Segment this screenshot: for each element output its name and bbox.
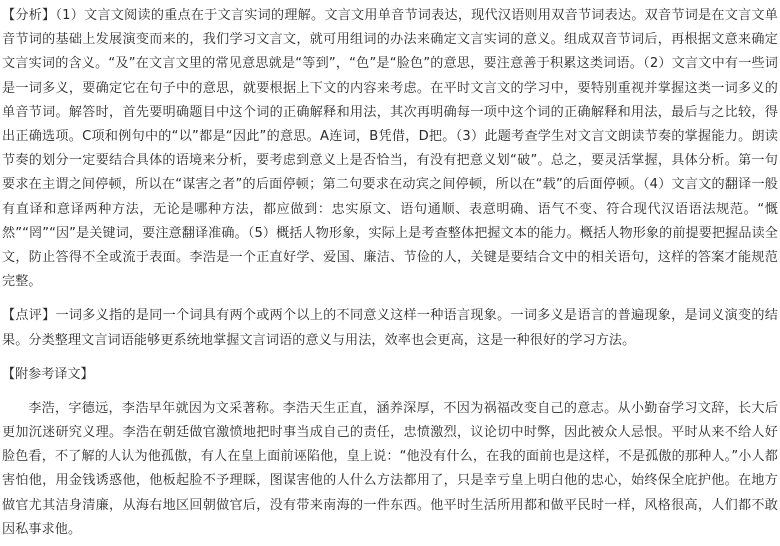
document-body — [2, 4, 778, 542]
comment-label: 【点评】 — [2, 308, 56, 324]
analysis-paragraph — [2, 4, 778, 294]
translation-title: 【附参考译文】 — [2, 366, 94, 382]
analysis-label: 【分析】 — [2, 8, 56, 23]
spacer — [2, 353, 778, 363]
comment-paragraph — [2, 304, 778, 352]
analysis-text: （1）文言文阅读的重点在于文言实词的理解。文言文用单音节词表达，现代汉语则用双音节词表达。双音节词是在文言文单音节词的基础上发展演变而来的，我们学习文言文，就可用组词的办法来确定文言实词的意义。组成双音节词后，再根据文意来确定文言实词的含义。“及”在文言文里的常见意思就是“等到”，“色”是“脸色”的意思，要注意善于积累这类词语。（2）文言文中有一些词是一词多义，要确定它在句子中的意思，就要根据上下文的内容来考虑。在平时文言文的学习中，要特别重视并掌握这类一词多义的单音节词。解答时，首先要明确题目中这个词的正确解释和用法，其次再明确每一项中这个词的正确解释和用法，最后与之比较，得出正确选项。C项和例句中的“以”都是“因此”的意思。A连词，B凭借，D把。（3）此题考查学生对文言文朗读节奏的掌握能力。朗读节奏的划分一定要结合具体的语境来分析，要考虑到意义上是否恰当，有没有把意义划“破”。总之，要灵活掌握，具体分析。第一句要求在主谓之间停顿，所以在“谋害之者”的后面停顿；第二句要求在动宾之间停顿，所以在“载”的后面停顿。（4）文言文的翻译一般有直译和意译两种方法，无论是哪种方法，都应做到：忠实原文、语句通顺、表意明确、语气不变、符合现代汉语语法规范。“慨然”“罔”“因”是关键词，要注意翻译准确。（5）概括人物形象，实际上是考查整体把握文本的能力。概括人物形象的前提要把握品读全文，防止答得不全或流于表面。李浩是一个正直好学、爱国、廉洁、节俭的人，关键是要结合文中的相关语句，这样的答案才能规范完整。 — [2, 8, 778, 290]
translation-paragraph: 李浩，字德远，李浩早年就因为文采著称。李浩天生正直，涵养深厚，不因为祸福改变自己的意志。从小勤奋学习文辞，长大后更加沉迷研究义理。李浩在朝廷做官激愤地把时事当成自己的责任，忠愤激烈，议论切中时弊，因此被众人忌恨。平时从来不给人好脸色看，不了解的人认为他孤傲，有人在皇上面前诬陷他，皇上说：“他没有什么，在我的面前也是这样，不是孤傲的那种人。”小人都害怕他，用金钱诱惑他，他板起脸不予理睬，图谋害他的人什么方法都用了，只是幸亏皇上明白他的忠心，始终保全庇护他。在地方做官尤其洁身清廉，从海右地区回朝做官后，没有带来南海的一件东西。他平时生活所用都和做平民时一样，风格很高，人们都不敢因私事求他。 — [2, 400, 778, 537]
comment-text: 一词多义指的是同一个词具有两个或两个以上的不同意义这样一种语言现象。一词多义是语言的普遍现象，是词义演变的结果。分类整理文言词语能够更系统地掌握文言词语的意义与用法，效率也会更高，这是一种很好的学习方法。 — [2, 308, 778, 348]
spacer — [2, 294, 778, 304]
spacer — [2, 387, 778, 397]
